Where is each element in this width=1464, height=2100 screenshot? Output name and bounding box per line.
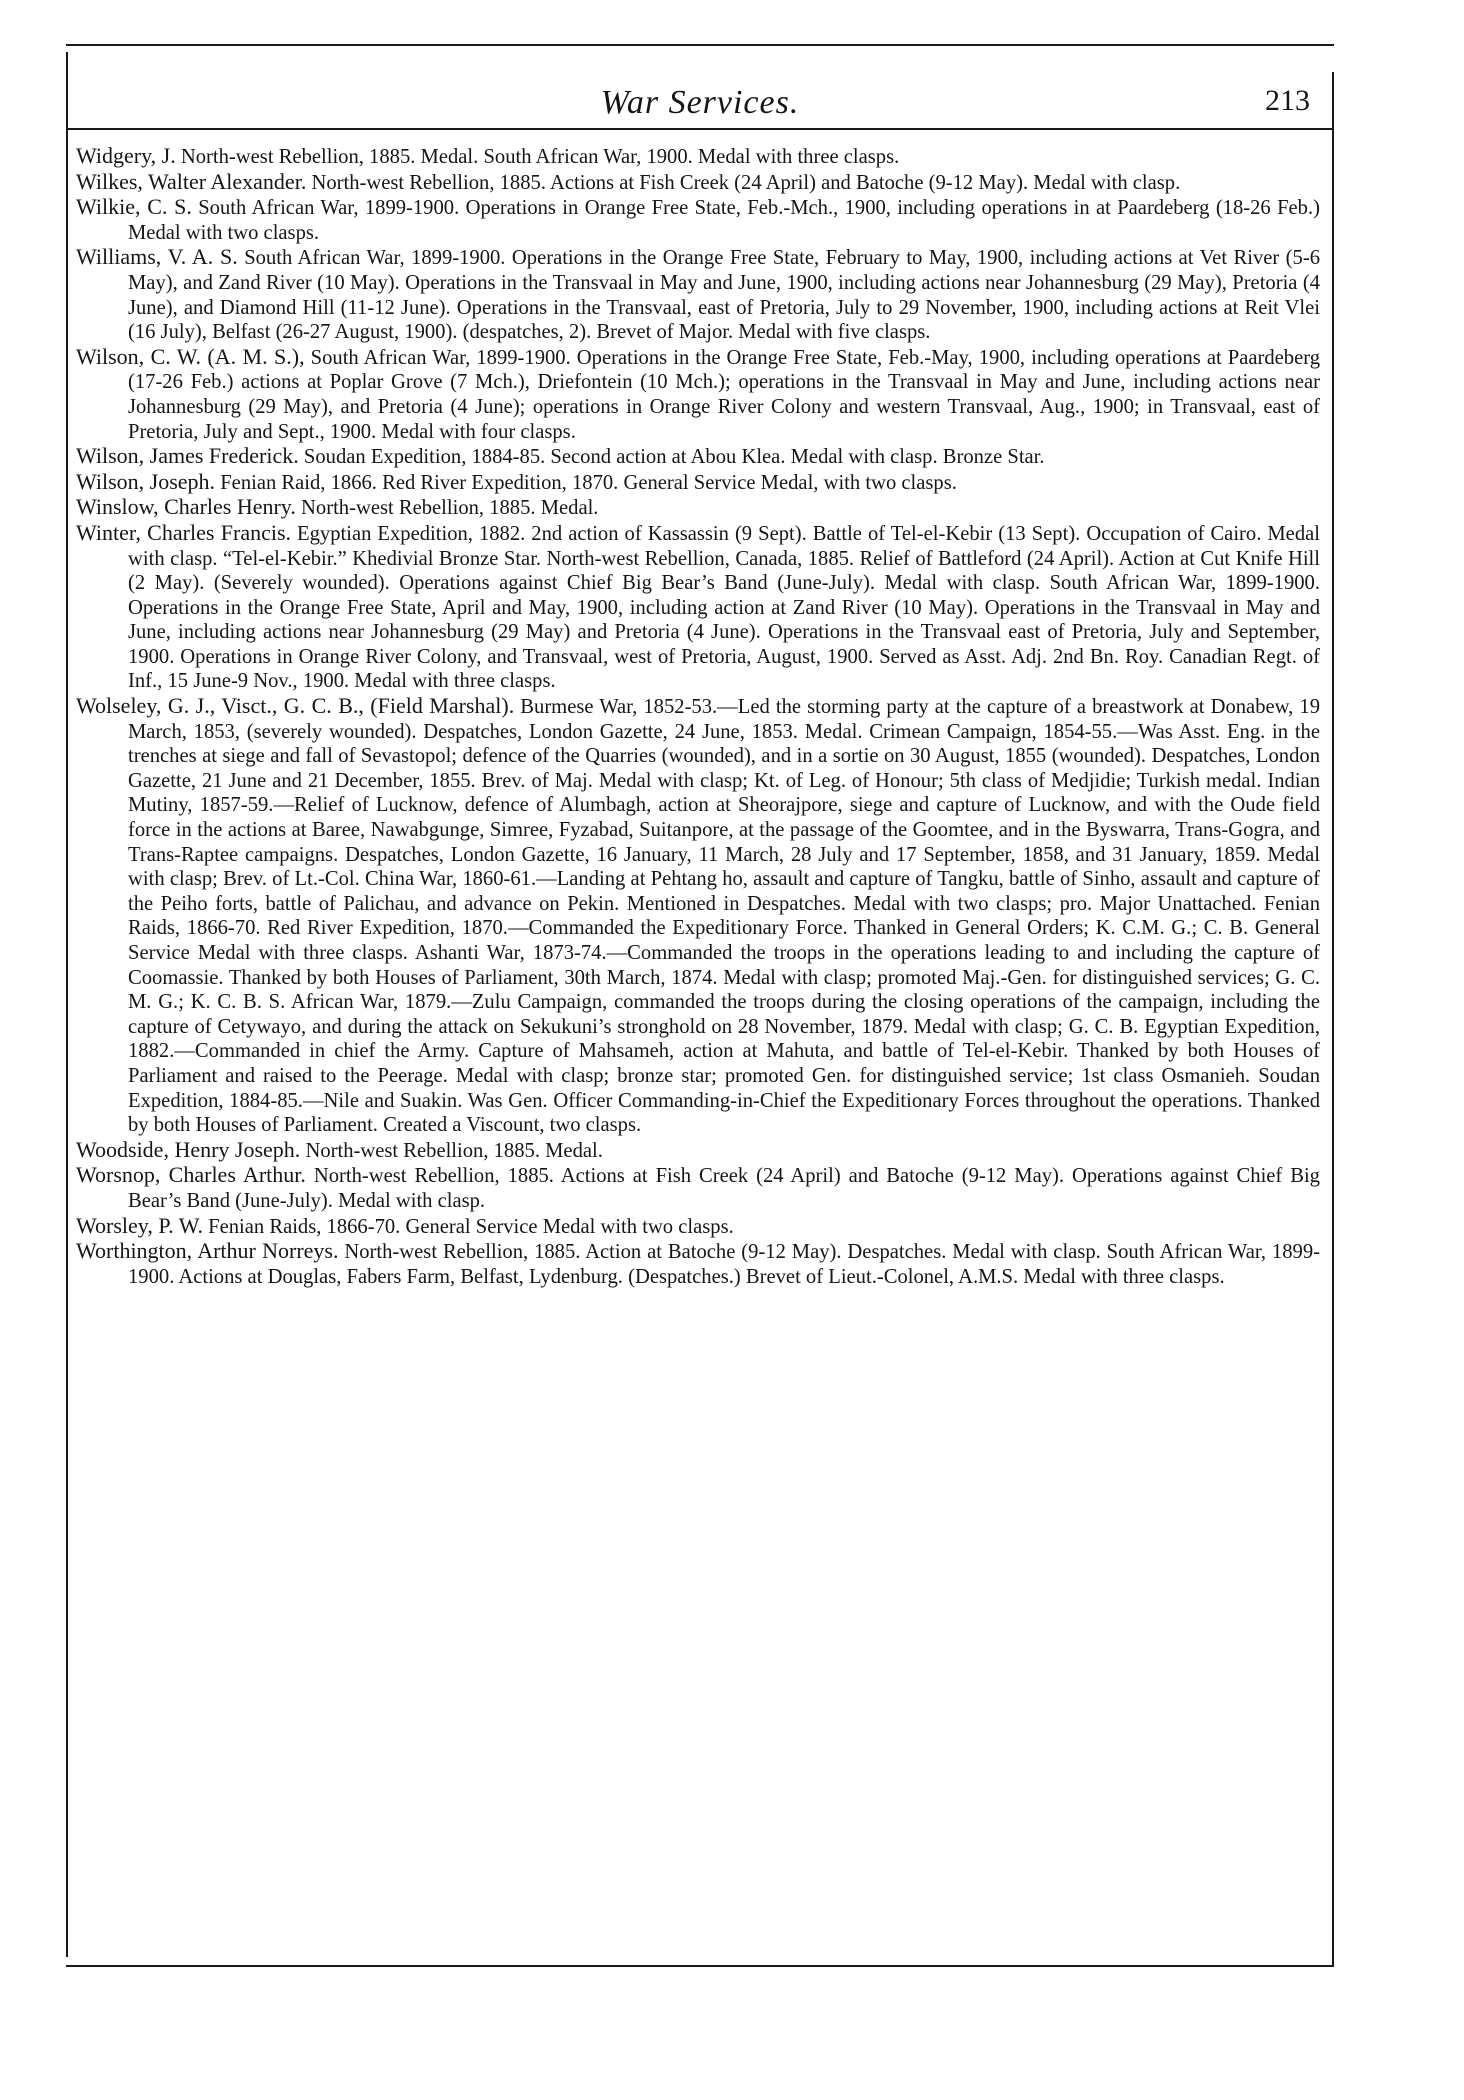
entries-list: [76, 144, 1320, 1954]
entry-text: Fenian Raid, 1866. Red River Expedition, 1870. General Service Medal, with two clasps.: [220, 471, 957, 494]
entry-text: South African War, 1899-1900. Operations in the Orange Free State, Feb.-May, 1900, including operations at Paardeberg (17-26 Feb.) actions at Poplar Grove (7 Mch.), Driefontein (10 Mch.); operations in the Transvaal in May and June, including actions near Johannesburg (29 May), and Pretoria (4 June); operations in Orange River Colony and western Transvaal, Aug., 1900; in Transvaal, east of Pretoria, July and Sept., 1900. Medal with four clasps.: [128, 346, 1320, 443]
entry-name: Worsley, P. W.: [76, 1212, 203, 1238]
entry-name: Wilkes, Walter Alexander.: [76, 168, 307, 194]
page: [66, 44, 1334, 1970]
entry: [76, 1239, 1320, 1289]
page-number: 213: [1265, 84, 1310, 117]
bottom-rule: [66, 1965, 1334, 1967]
entry-text: South African War, 1899-1900. Operations in Orange Free State, Feb.-Mch., 1900, including operations in at Paardeberg (18-26 Feb.) Medal with two clasps.: [128, 197, 1320, 244]
entry-name: Wilson, C. W. (A. M. S.),: [76, 343, 305, 369]
running-header: [66, 80, 1334, 124]
entry: [76, 245, 1320, 344]
entry: [76, 170, 1320, 196]
entry-text: Soudan Expedition, 1884-85. Second action at Abou Klea. Medal with clasp. Bronze Star.: [303, 446, 1045, 469]
entry: [76, 144, 1320, 170]
entry-text: South African War, 1899-1900. Operations in the Orange Free State, February to May, 1900, including actions at Vet River (5-6 May), and Zand River (10 May). Operations in the Transvaal in May and June, 1900, including actions near Johannesburg (29 May), Pretoria (4 June), and Diamond Hill (11-12 June). Operations in the Transvaal, east of Pretoria, July to 29 November, 1900, including actions at Reit Vlei (16 July), Belfast (26-27 August, 1900). (despatches, 2). Brevet of Major. Medal with five clasps.: [128, 247, 1320, 344]
entry: [76, 444, 1320, 470]
entry-text: Burmese War, 1852-53.—Led the storming party at the capture of a breastwork at Donabew, 19 March, 1853, (severely wounded). Despatches, London Gazette, 24 June, 1853. Medal. Crimean Campaign, 1854-55.—Was Asst. Eng. in the trenches at siege and fall of Sevastopol; defence of the Quarries (wounded), and in a sortie on 30 August, 1855 (wounded). Despatches, London Gazette, 21 June and 21 December, 1855. Brev. of Maj. Medal with clasp; Kt. of Leg. of Honour; 5th class of Medjidie; Turkish medal. Indian Mutiny, 1857-59.—Relief of Lucknow, defence of Alumbagh, action at Sheorajpore, siege and capture of Lucknow, and with the Oude field force in the actions at Baree, Nawabgunge, Simree, Fyzabad, Suitanpore, at the passage of the Goomtee, and in the Byswarra, Trans-Gogra, and Trans-Raptee campaigns. Despatches, London Gazette, 16 January, 11 March, 28 July and 17 September, 1858, and 31 January, 1859. Medal with clasp; Brev. of Lt.-Col. China War, 1860-61.—Landing at Pehtang ho, assault and capture of Tangku, battle of Sinho, assault and capture of the Peiho forts, battle of Palichau, and advance on Pekin. Mentioned in Despatches. Medal with two clasps; pro. Major Unattached. Fenian Raids, 1866-70. Red River Expedition, 1870.—Commanded the Expeditionary Force. Thanked in General Orders; K. C.M. G.; C. B. General Service Medal with three clasps. Ashanti War, 1873-74.—Commanded the troops in the operations leading to and including the capture of Coomassie. Thanked by both Houses of Parliament, 30th March, 1874. Medal with clasp; promoted Maj.-Gen. for distinguished services; G. C. M. G.; K. C. B. S. African War, 1879.—Zulu Campaign, commanded the troops during the closing operations of the campaign, including the capture of Cetywayo, and during the attack on Sekukuni’s stronghold on 28 November, 1879. Medal with clasp; G. C. B. Egyptian Expedition, 1882.—Commanded in chief the Army. Capture of Mahsameh, action at Mahuta, and battle of Tel-el-Kebir. Thanked by both Houses of Parliament and raised to the Peerage. Medal with clasp; bronze star; promoted Gen. for distinguished service; 1st class Osmanieh. Soudan Expedition, 1884-85.—Nile and Suakin. Was Gen. Officer Commanding-in-Chief the Expeditionary Forces throughout the operations. Thanked by both Houses of Parliament. Created a Viscount, two clasps.: [128, 696, 1320, 1137]
entry: [76, 521, 1320, 694]
entry: [76, 1138, 1320, 1164]
entry-name: Worsnop, Charles Arthur.: [76, 1162, 306, 1188]
entry-name: Widgery, J.: [76, 143, 176, 168]
entry-text: North-west Rebellion, 1885. Action at Batoche (9-12 May). Despatches. Medal with clasp. South African War, 1899-1900. Actions at Douglas, Fabers Farm, Belfast, Lydenburg. (Despatches.) Brevet of Lieut.-Colonel, A.M.S. Medal with three clasps.: [128, 1241, 1320, 1288]
entry: [76, 1163, 1320, 1213]
entry-text: North-west Rebellion, 1885. Medal.: [301, 497, 599, 520]
entry-text: North-west Rebellion, 1885. Actions at Fish Creek (24 April) and Batoche (9-12 May). Operations against Chief Big Bear’s Band (June-July). Medal with clasp.: [128, 1165, 1320, 1212]
entry-name: Wilson, James Frederick.: [76, 443, 299, 469]
entry-name: Wilson, Joseph.: [76, 468, 216, 494]
entry: [76, 470, 1320, 496]
entry: [76, 195, 1320, 245]
entry-name: Wilkie, C. S.: [76, 194, 192, 220]
top-rule: [66, 44, 1334, 46]
entry-text: Fenian Raids, 1866-70. General Service Medal with two clasps.: [208, 1215, 734, 1238]
entry: [76, 345, 1320, 444]
entry-name: Worthington, Arthur Norreys.: [76, 1238, 339, 1264]
entry-name: Winslow, Charles Henry.: [76, 494, 296, 520]
entry-name: Woodside, Henry Joseph.: [76, 1136, 301, 1162]
header-rule: [66, 128, 1334, 130]
entry-name: Williams, V. A. S.: [76, 244, 238, 270]
entry-text: Egyptian Expedition, 1882. 2nd action of Kassassin (9 Sept). Battle of Tel-el-Kebir (13 Sept). Occupation of Cairo. Medal with clasp. “Tel-el-Kebir.” Khedivial Bronze Star. North-west Rebellion, Canada, 1885. Relief of Battleford (24 April). Action at Cut Knife Hill (2 May). (Severely wounded). Operations against Chief Big Bear’s Band (June-July). Medal with clasp. South African War, 1899-1900. Operations in the Orange Free State, April and May, 1900, including action at Zand River (10 May). Operations in the Transvaal in May and June, including actions near Johannesburg (29 May) and Pretoria (4 June). Operations in the Transvaal east of Pretoria, July and September, 1900. Operations in Orange River Colony, and Transvaal, west of Pretoria, August, 1900. Served as Asst. Adj. 2nd Bn. Roy. Canadian Regt. of Inf., 15 June-9 Nov., 1900. Medal with three clasps.: [128, 522, 1320, 693]
entry-name: Wolseley, G. J., Visct., G. C. B., (Field Marshal).: [76, 693, 515, 719]
entry: [76, 694, 1320, 1138]
entry-name: Winter, Charles Francis.: [76, 519, 292, 545]
entry-text: North-west Rebellion, 1885. Actions at Fish Creek (24 April) and Batoche (9-12 May). Medal with clasp.: [311, 171, 1181, 194]
entry-text: North-west Rebellion, 1885. Medal. South African War, 1900. Medal with three clasps.: [180, 146, 900, 168]
left-rule: [66, 52, 68, 1957]
entry-text: North-west Rebellion, 1885. Medal.: [305, 1139, 603, 1162]
right-rule: [1332, 72, 1334, 1967]
entry: [76, 1214, 1320, 1240]
entry: [76, 495, 1320, 521]
header-title: War Services.: [600, 84, 800, 121]
